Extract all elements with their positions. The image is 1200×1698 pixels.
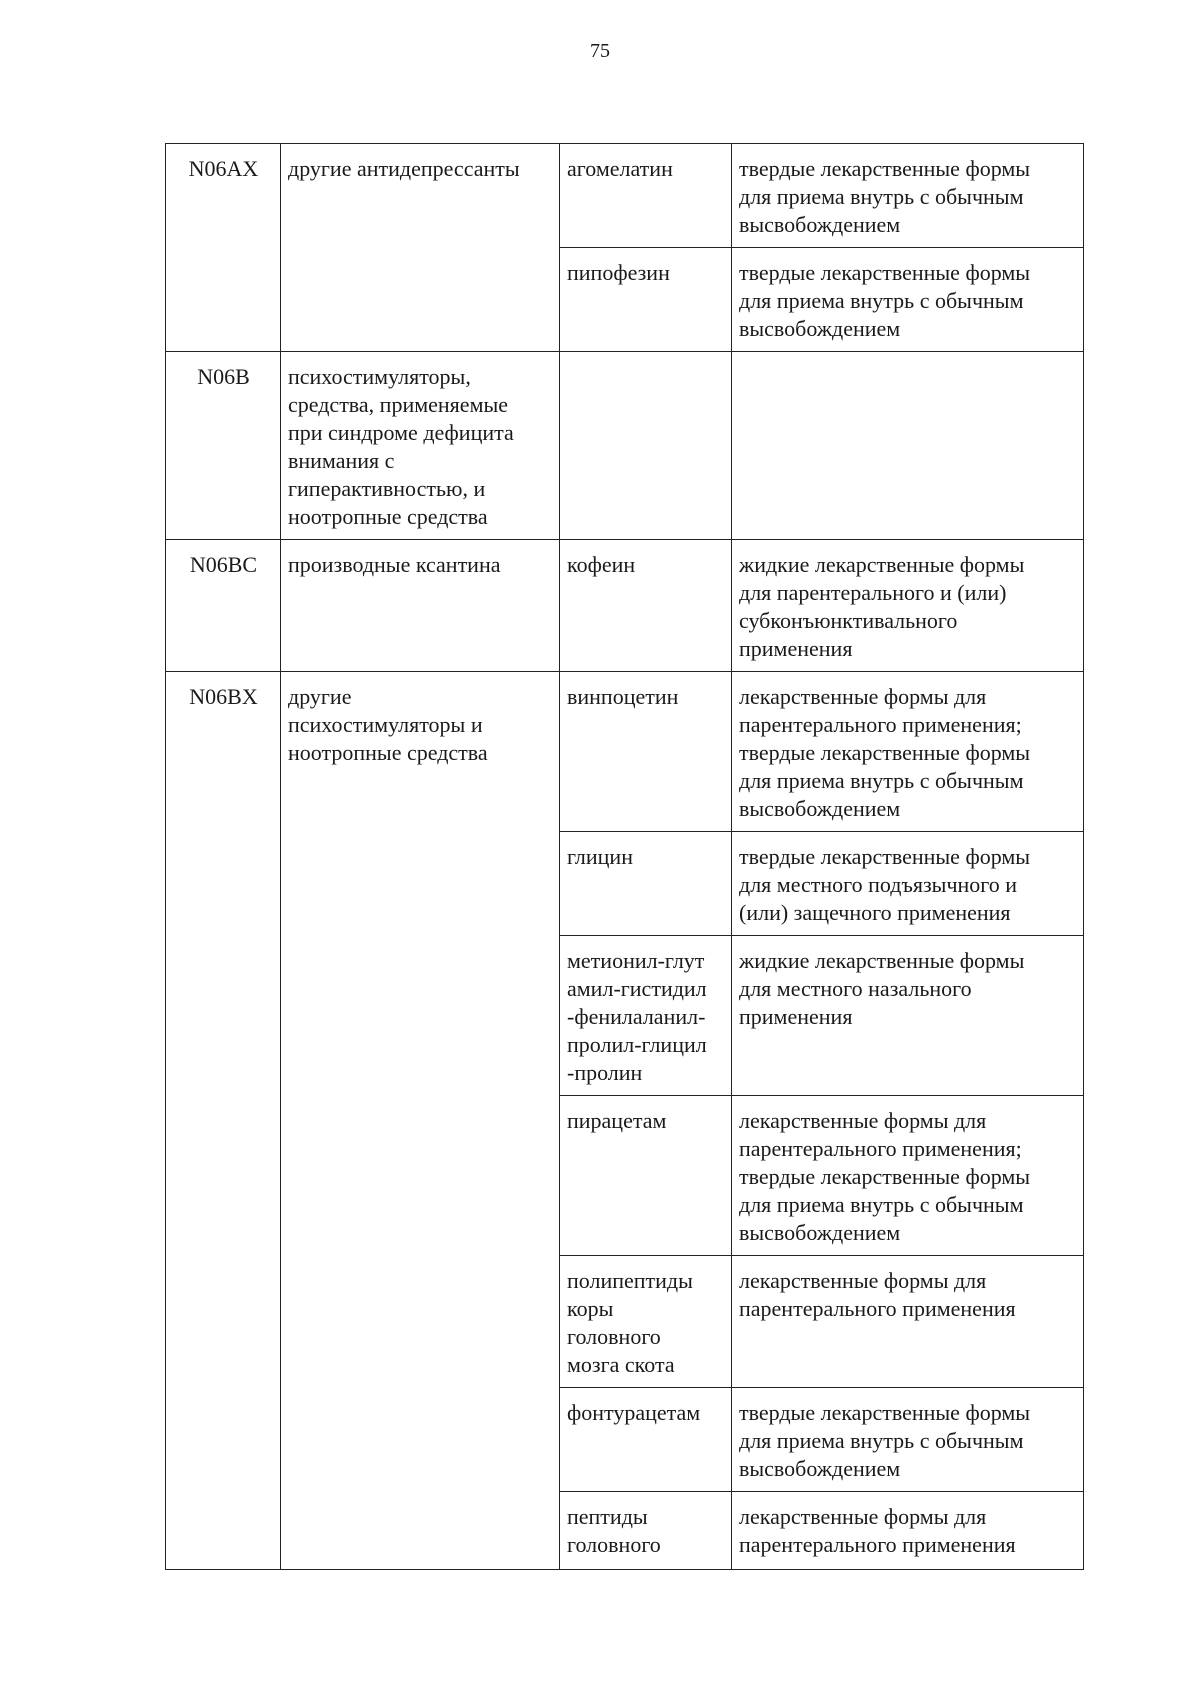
drug-name-line: пирацетам (567, 1108, 667, 1133)
drug-name-line: -фенилаланил- (567, 1004, 706, 1029)
dosage-form-cell (732, 1256, 1084, 1388)
dosage-form-line: субконъюнктивального (739, 608, 958, 633)
dosage-form-line: для приема внутрь с обычным (739, 1192, 1024, 1217)
dosage-form-line: твердые лекарственные формы (739, 1400, 1031, 1425)
dosage-form-line: твердые лекарственные формы (739, 156, 1031, 181)
drug-name-line: мозга скота (567, 1352, 675, 1377)
dosage-form-line: высвобождением (739, 796, 901, 821)
group-name-line: ноотропные средства (288, 504, 488, 529)
drug-name-cell (560, 936, 732, 1096)
dosage-form-line: твердые лекарственные формы (739, 844, 1031, 869)
table-row (166, 672, 1084, 832)
dosage-form-line: для приема внутрь с обычным (739, 288, 1024, 313)
atc-code-cell: N06BX (166, 672, 281, 1570)
drug-name-line: коры (567, 1296, 614, 1321)
group-name-line: гиперактивностью, и (288, 476, 486, 501)
dosage-form-cell (732, 352, 1084, 540)
group-name-cell (281, 352, 560, 540)
group-name-line: средства, применяемые (288, 392, 509, 417)
dosage-form-cell (732, 1388, 1084, 1492)
dosage-form-line: высвобождением (739, 1220, 901, 1245)
drug-name-cell (560, 1096, 732, 1256)
drug-name-line: пипофезин (567, 260, 670, 285)
dosage-form-line: парентерального применения (739, 1296, 1016, 1321)
drug-name-line: глицин (567, 844, 633, 869)
dosage-form-cell (732, 144, 1084, 248)
drug-name-line: кофеин (567, 552, 636, 577)
group-name-cell (281, 144, 560, 352)
drug-name-cell (560, 540, 732, 672)
group-name-cell (281, 540, 560, 672)
dosage-form-line: высвобождением (739, 1456, 901, 1481)
dosage-form-line: твердые лекарственные формы (739, 1164, 1031, 1189)
dosage-form-line: лекарственные формы для (739, 1504, 987, 1529)
group-name-cell (281, 672, 560, 1570)
dosage-form-line: лекарственные формы для (739, 1108, 987, 1133)
group-name-line: при синдроме дефицита (288, 420, 514, 445)
dosage-form-cell (732, 540, 1084, 672)
page-number: 75 (590, 40, 610, 62)
dosage-form-cell (732, 248, 1084, 352)
table-row (166, 352, 1084, 540)
table-row (166, 144, 1084, 248)
dosage-form-line: парентерального применения (739, 1532, 1016, 1557)
drug-name-cell (560, 1256, 732, 1388)
atc-code-cell: N06B (166, 352, 281, 540)
dosage-form-line: (или) защечного применения (739, 900, 1011, 925)
drug-table (165, 143, 1084, 1570)
atc-code-cell: N06AX (166, 144, 281, 352)
dosage-form-line: для приема внутрь с обычным (739, 768, 1024, 793)
drug-name-line: пептиды (567, 1504, 648, 1529)
group-name-line: внимания с (288, 448, 395, 473)
dosage-form-line: применения (739, 636, 853, 661)
dosage-form-line: применения (739, 1004, 853, 1029)
dosage-form-line: жидкие лекарственные формы (739, 552, 1025, 577)
table-body (166, 144, 1084, 1570)
dosage-form-line: лекарственные формы для (739, 684, 987, 709)
drug-name-cell (560, 352, 732, 540)
drug-name-line: амил-гистидил (567, 976, 707, 1001)
drug-name-line: пролил-глицил (567, 1032, 707, 1057)
dosage-form-line: жидкие лекарственные формы (739, 948, 1025, 973)
group-name-line: психостимуляторы и (288, 712, 483, 737)
dosage-form-cell (732, 936, 1084, 1096)
drug-name-line: полипептиды (567, 1268, 693, 1293)
dosage-form-cell (732, 1096, 1084, 1256)
dosage-form-line: для приема внутрь с обычным (739, 184, 1024, 209)
drug-name-line: -пролин (567, 1060, 643, 1085)
drug-name-line: агомелатин (567, 156, 673, 181)
drug-name-line: метионил-глут (567, 948, 705, 973)
group-name-line: психостимуляторы, (288, 364, 471, 389)
dosage-form-line: твердые лекарственные формы (739, 260, 1031, 285)
dosage-form-line: высвобождением (739, 316, 901, 341)
group-name-line: ноотропные средства (288, 740, 488, 765)
dosage-form-line: твердые лекарственные формы (739, 740, 1031, 765)
drug-name-cell (560, 672, 732, 832)
drug-name-line: фонтурацетам (567, 1400, 701, 1425)
dosage-form-line: для местного подъязычного и (739, 872, 1018, 897)
dosage-form-line: для приема внутрь с обычным (739, 1428, 1024, 1453)
table-row (166, 540, 1084, 672)
group-name-line: производные ксантина (288, 552, 501, 577)
group-name-line: другие (288, 684, 352, 709)
drug-name-cell (560, 144, 732, 248)
drug-name-line: головного (567, 1532, 661, 1557)
drug-name-line: головного (567, 1324, 661, 1349)
dosage-form-cell (732, 832, 1084, 936)
dosage-form-line: для местного назального (739, 976, 972, 1001)
drug-name-cell (560, 1388, 732, 1492)
dosage-form-line: для парентерального и (или) (739, 580, 1007, 605)
dosage-form-cell (732, 1492, 1084, 1570)
group-name-line: другие антидепрессанты (288, 156, 520, 181)
drug-name-cell (560, 1492, 732, 1570)
dosage-form-line: парентерального применения; (739, 712, 1022, 737)
dosage-form-cell (732, 672, 1084, 832)
atc-code-cell: N06BC (166, 540, 281, 672)
dosage-form-line: высвобождением (739, 212, 901, 237)
drug-name-cell (560, 248, 732, 352)
drug-name-line: винпоцетин (567, 684, 679, 709)
dosage-form-line: парентерального применения; (739, 1136, 1022, 1161)
dosage-form-line: лекарственные формы для (739, 1268, 987, 1293)
drug-name-cell (560, 832, 732, 936)
